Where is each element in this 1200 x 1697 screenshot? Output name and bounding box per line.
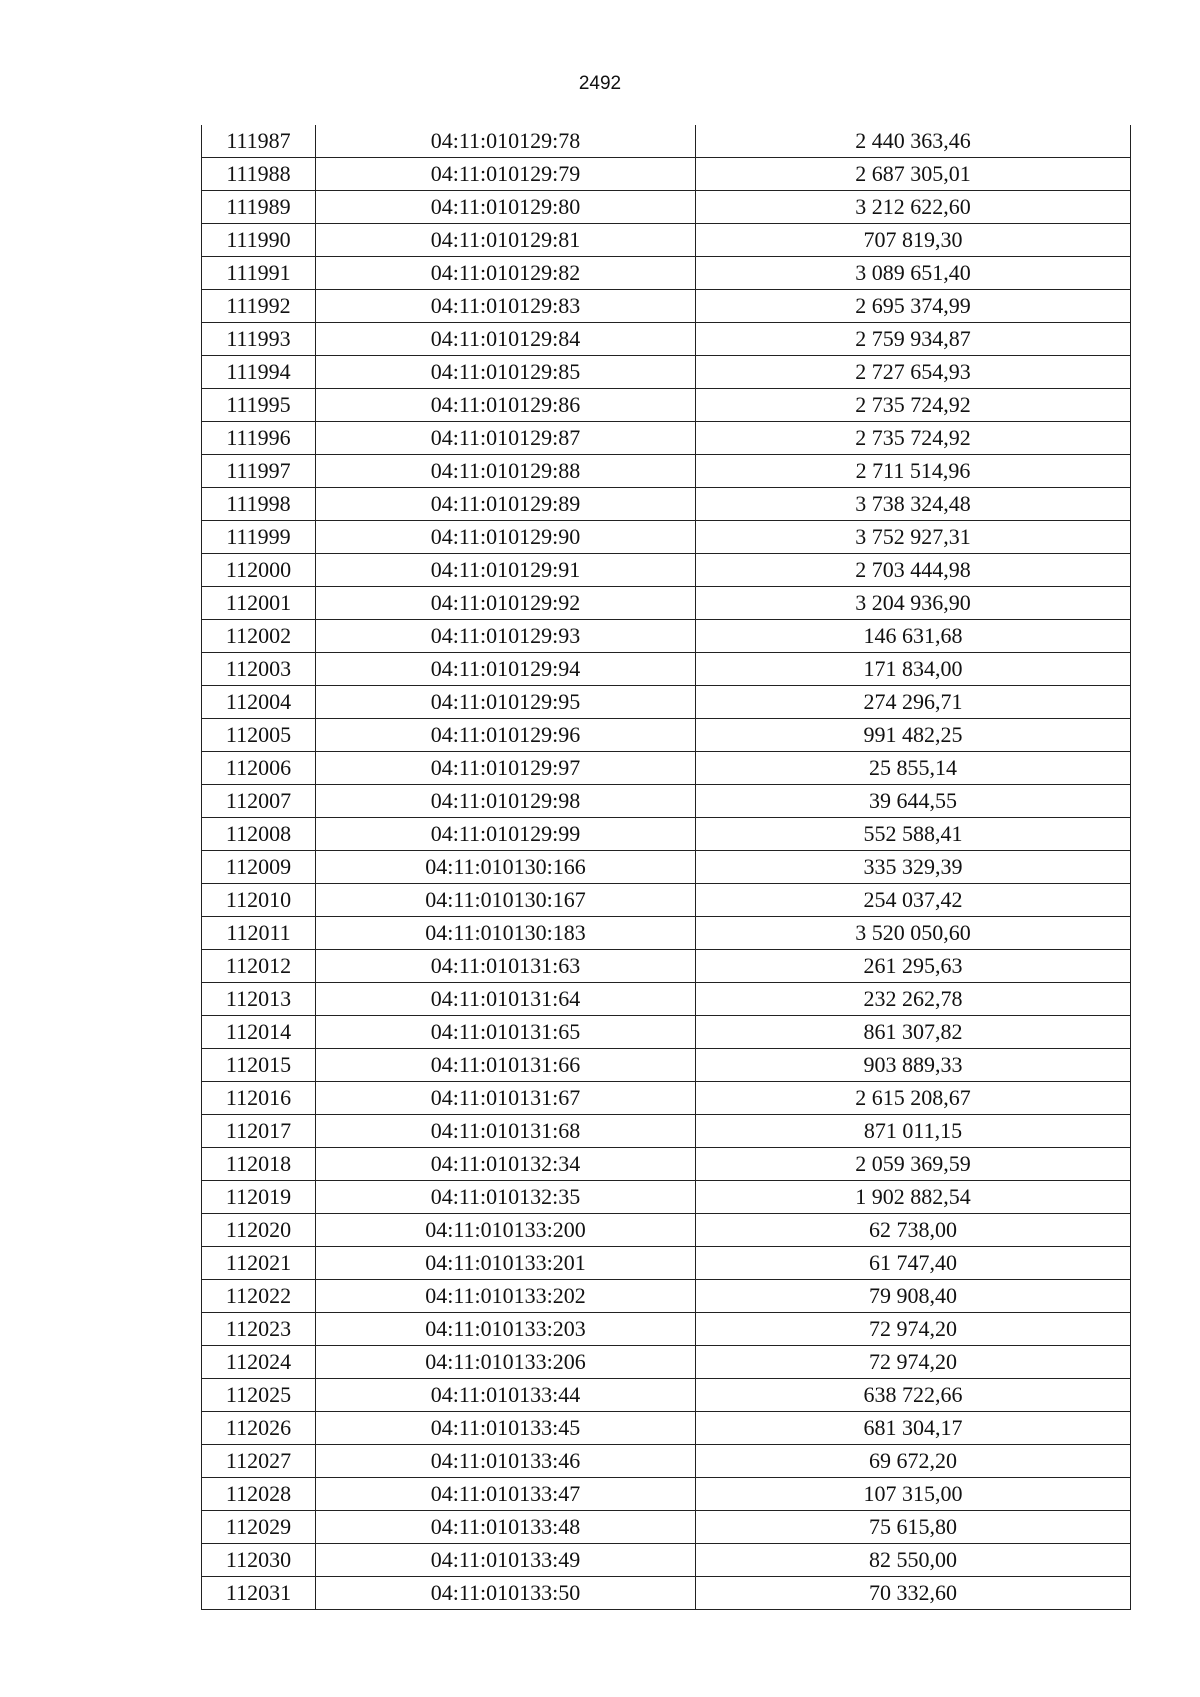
row-number-cell: 112022 bbox=[202, 1280, 316, 1313]
cadastral-number-cell: 04:11:010133:46 bbox=[316, 1445, 696, 1478]
table-row bbox=[202, 983, 1131, 1016]
table-row bbox=[202, 785, 1131, 818]
row-number-cell: 112015 bbox=[202, 1049, 316, 1082]
table-row bbox=[202, 422, 1131, 455]
row-number-cell: 112002 bbox=[202, 620, 316, 653]
value-cell: 3 212 622,60 bbox=[696, 191, 1131, 224]
value-cell: 261 295,63 bbox=[696, 950, 1131, 983]
value-cell: 75 615,80 bbox=[696, 1511, 1131, 1544]
cadastral-number-cell: 04:11:010133:49 bbox=[316, 1544, 696, 1577]
table-row bbox=[202, 950, 1131, 983]
cadastral-number-cell: 04:11:010131:67 bbox=[316, 1082, 696, 1115]
value-cell: 1 902 882,54 bbox=[696, 1181, 1131, 1214]
cadastral-number-cell: 04:11:010133:50 bbox=[316, 1577, 696, 1610]
table-row bbox=[202, 1346, 1131, 1379]
value-cell: 3 089 651,40 bbox=[696, 257, 1131, 290]
row-number-cell: 111987 bbox=[202, 125, 316, 158]
value-cell: 903 889,33 bbox=[696, 1049, 1131, 1082]
cadastral-number-cell: 04:11:010130:166 bbox=[316, 851, 696, 884]
cadastral-number-cell: 04:11:010133:44 bbox=[316, 1379, 696, 1412]
row-number-cell: 112026 bbox=[202, 1412, 316, 1445]
value-cell: 3 520 050,60 bbox=[696, 917, 1131, 950]
value-cell: 2 735 724,92 bbox=[696, 389, 1131, 422]
cadastral-number-cell: 04:11:010129:95 bbox=[316, 686, 696, 719]
value-cell: 335 329,39 bbox=[696, 851, 1131, 884]
value-cell: 2 440 363,46 bbox=[696, 125, 1131, 158]
value-cell: 254 037,42 bbox=[696, 884, 1131, 917]
row-number-cell: 112005 bbox=[202, 719, 316, 752]
table-row bbox=[202, 1181, 1131, 1214]
value-cell: 2 711 514,96 bbox=[696, 455, 1131, 488]
cadastral-number-cell: 04:11:010133:48 bbox=[316, 1511, 696, 1544]
table-row bbox=[202, 1379, 1131, 1412]
cadastral-number-cell: 04:11:010129:96 bbox=[316, 719, 696, 752]
row-number-cell: 112029 bbox=[202, 1511, 316, 1544]
value-cell: 861 307,82 bbox=[696, 1016, 1131, 1049]
table-row bbox=[202, 884, 1131, 917]
table-row bbox=[202, 455, 1131, 488]
cadastral-number-cell: 04:11:010131:63 bbox=[316, 950, 696, 983]
value-cell: 681 304,17 bbox=[696, 1412, 1131, 1445]
value-cell: 79 908,40 bbox=[696, 1280, 1131, 1313]
row-number-cell: 111996 bbox=[202, 422, 316, 455]
cadastral-number-cell: 04:11:010133:47 bbox=[316, 1478, 696, 1511]
row-number-cell: 112031 bbox=[202, 1577, 316, 1610]
table-row bbox=[202, 191, 1131, 224]
table-row bbox=[202, 1082, 1131, 1115]
table-row bbox=[202, 1478, 1131, 1511]
row-number-cell: 112019 bbox=[202, 1181, 316, 1214]
table-row bbox=[202, 818, 1131, 851]
row-number-cell: 112011 bbox=[202, 917, 316, 950]
value-cell: 69 672,20 bbox=[696, 1445, 1131, 1478]
table-row bbox=[202, 917, 1131, 950]
row-number-cell: 112030 bbox=[202, 1544, 316, 1577]
cadastral-number-cell: 04:11:010130:167 bbox=[316, 884, 696, 917]
value-cell: 871 011,15 bbox=[696, 1115, 1131, 1148]
row-number-cell: 112023 bbox=[202, 1313, 316, 1346]
cadastral-number-cell: 04:11:010130:183 bbox=[316, 917, 696, 950]
row-number-cell: 112010 bbox=[202, 884, 316, 917]
table-row bbox=[202, 1511, 1131, 1544]
row-number-cell: 112017 bbox=[202, 1115, 316, 1148]
cadastral-number-cell: 04:11:010129:93 bbox=[316, 620, 696, 653]
table-row bbox=[202, 752, 1131, 785]
table-row bbox=[202, 554, 1131, 587]
table-row bbox=[202, 587, 1131, 620]
cadastral-number-cell: 04:11:010133:201 bbox=[316, 1247, 696, 1280]
table-row bbox=[202, 851, 1131, 884]
row-number-cell: 112012 bbox=[202, 950, 316, 983]
table-row bbox=[202, 257, 1131, 290]
cadastral-number-cell: 04:11:010131:64 bbox=[316, 983, 696, 1016]
table-row bbox=[202, 158, 1131, 191]
row-number-cell: 112008 bbox=[202, 818, 316, 851]
row-number-cell: 112003 bbox=[202, 653, 316, 686]
row-number-cell: 112027 bbox=[202, 1445, 316, 1478]
row-number-cell: 112014 bbox=[202, 1016, 316, 1049]
cadastral-number-cell: 04:11:010129:87 bbox=[316, 422, 696, 455]
row-number-cell: 112016 bbox=[202, 1082, 316, 1115]
row-number-cell: 111990 bbox=[202, 224, 316, 257]
row-number-cell: 112001 bbox=[202, 587, 316, 620]
cadastral-number-cell: 04:11:010133:45 bbox=[316, 1412, 696, 1445]
row-number-cell: 112013 bbox=[202, 983, 316, 1016]
table-row bbox=[202, 1280, 1131, 1313]
value-cell: 638 722,66 bbox=[696, 1379, 1131, 1412]
value-cell: 2 059 369,59 bbox=[696, 1148, 1131, 1181]
cadastral-number-cell: 04:11:010133:200 bbox=[316, 1214, 696, 1247]
cadastral-number-cell: 04:11:010129:80 bbox=[316, 191, 696, 224]
table-row bbox=[202, 1577, 1131, 1610]
value-cell: 2 703 444,98 bbox=[696, 554, 1131, 587]
row-number-cell: 112028 bbox=[202, 1478, 316, 1511]
value-cell: 2 759 934,87 bbox=[696, 323, 1131, 356]
value-cell: 107 315,00 bbox=[696, 1478, 1131, 1511]
value-cell: 3 204 936,90 bbox=[696, 587, 1131, 620]
cadastral-number-cell: 04:11:010129:83 bbox=[316, 290, 696, 323]
row-number-cell: 111995 bbox=[202, 389, 316, 422]
cadastral-number-cell: 04:11:010129:91 bbox=[316, 554, 696, 587]
row-number-cell: 111991 bbox=[202, 257, 316, 290]
cadastral-number-cell: 04:11:010131:66 bbox=[316, 1049, 696, 1082]
row-number-cell: 112018 bbox=[202, 1148, 316, 1181]
cadastral-number-cell: 04:11:010132:34 bbox=[316, 1148, 696, 1181]
cadastral-number-cell: 04:11:010129:98 bbox=[316, 785, 696, 818]
data-table bbox=[201, 125, 1131, 1610]
cadastral-number-cell: 04:11:010129:97 bbox=[316, 752, 696, 785]
cadastral-number-cell: 04:11:010129:85 bbox=[316, 356, 696, 389]
value-cell: 25 855,14 bbox=[696, 752, 1131, 785]
value-cell: 82 550,00 bbox=[696, 1544, 1131, 1577]
row-number-cell: 111994 bbox=[202, 356, 316, 389]
row-number-cell: 111993 bbox=[202, 323, 316, 356]
row-number-cell: 112004 bbox=[202, 686, 316, 719]
cadastral-number-cell: 04:11:010129:94 bbox=[316, 653, 696, 686]
value-cell: 552 588,41 bbox=[696, 818, 1131, 851]
row-number-cell: 111997 bbox=[202, 455, 316, 488]
table-row bbox=[202, 620, 1131, 653]
cadastral-number-cell: 04:11:010131:65 bbox=[316, 1016, 696, 1049]
table-row bbox=[202, 1544, 1131, 1577]
value-cell: 2 727 654,93 bbox=[696, 356, 1131, 389]
value-cell: 61 747,40 bbox=[696, 1247, 1131, 1280]
value-cell: 3 738 324,48 bbox=[696, 488, 1131, 521]
cadastral-number-cell: 04:11:010131:68 bbox=[316, 1115, 696, 1148]
cadastral-number-cell: 04:11:010129:79 bbox=[316, 158, 696, 191]
table-row bbox=[202, 1313, 1131, 1346]
table-row bbox=[202, 125, 1131, 158]
table-row bbox=[202, 1445, 1131, 1478]
cadastral-number-cell: 04:11:010129:92 bbox=[316, 587, 696, 620]
table-row bbox=[202, 1412, 1131, 1445]
cadastral-number-cell: 04:11:010129:88 bbox=[316, 455, 696, 488]
cadastral-number-cell: 04:11:010129:89 bbox=[316, 488, 696, 521]
cadastral-number-cell: 04:11:010129:99 bbox=[316, 818, 696, 851]
table-row bbox=[202, 1016, 1131, 1049]
table-body bbox=[202, 125, 1131, 1610]
cadastral-number-cell: 04:11:010132:35 bbox=[316, 1181, 696, 1214]
value-cell: 991 482,25 bbox=[696, 719, 1131, 752]
cadastral-number-cell: 04:11:010129:81 bbox=[316, 224, 696, 257]
value-cell: 2 695 374,99 bbox=[696, 290, 1131, 323]
row-number-cell: 111989 bbox=[202, 191, 316, 224]
table-row bbox=[202, 1148, 1131, 1181]
row-number-cell: 112020 bbox=[202, 1214, 316, 1247]
value-cell: 232 262,78 bbox=[696, 983, 1131, 1016]
row-number-cell: 112000 bbox=[202, 554, 316, 587]
row-number-cell: 111992 bbox=[202, 290, 316, 323]
table-row bbox=[202, 719, 1131, 752]
table-row bbox=[202, 224, 1131, 257]
cadastral-number-cell: 04:11:010129:84 bbox=[316, 323, 696, 356]
row-number-cell: 112009 bbox=[202, 851, 316, 884]
table-row bbox=[202, 653, 1131, 686]
cadastral-number-cell: 04:11:010129:90 bbox=[316, 521, 696, 554]
table-row bbox=[202, 686, 1131, 719]
value-cell: 274 296,71 bbox=[696, 686, 1131, 719]
table-row bbox=[202, 1214, 1131, 1247]
cadastral-number-cell: 04:11:010133:206 bbox=[316, 1346, 696, 1379]
table-row bbox=[202, 488, 1131, 521]
table-row bbox=[202, 521, 1131, 554]
cadastral-number-cell: 04:11:010129:82 bbox=[316, 257, 696, 290]
row-number-cell: 111998 bbox=[202, 488, 316, 521]
row-number-cell: 112024 bbox=[202, 1346, 316, 1379]
table-row bbox=[202, 290, 1131, 323]
page-number: 2492 bbox=[578, 73, 622, 94]
value-cell: 62 738,00 bbox=[696, 1214, 1131, 1247]
cadastral-number-cell: 04:11:010133:203 bbox=[316, 1313, 696, 1346]
cadastral-number-cell: 04:11:010133:202 bbox=[316, 1280, 696, 1313]
value-cell: 3 752 927,31 bbox=[696, 521, 1131, 554]
row-number-cell: 112021 bbox=[202, 1247, 316, 1280]
value-cell: 707 819,30 bbox=[696, 224, 1131, 257]
row-number-cell: 112025 bbox=[202, 1379, 316, 1412]
table-row bbox=[202, 356, 1131, 389]
value-cell: 39 644,55 bbox=[696, 785, 1131, 818]
value-cell: 2 735 724,92 bbox=[696, 422, 1131, 455]
value-cell: 72 974,20 bbox=[696, 1346, 1131, 1379]
value-cell: 70 332,60 bbox=[696, 1577, 1131, 1610]
cadastral-number-cell: 04:11:010129:78 bbox=[316, 125, 696, 158]
table-row bbox=[202, 389, 1131, 422]
row-number-cell: 112007 bbox=[202, 785, 316, 818]
table-row bbox=[202, 1049, 1131, 1082]
row-number-cell: 111999 bbox=[202, 521, 316, 554]
value-cell: 72 974,20 bbox=[696, 1313, 1131, 1346]
value-cell: 2 615 208,67 bbox=[696, 1082, 1131, 1115]
row-number-cell: 112006 bbox=[202, 752, 316, 785]
cadastral-number-cell: 04:11:010129:86 bbox=[316, 389, 696, 422]
row-number-cell: 111988 bbox=[202, 158, 316, 191]
table-row bbox=[202, 323, 1131, 356]
table-row bbox=[202, 1115, 1131, 1148]
value-cell: 146 631,68 bbox=[696, 620, 1131, 653]
table-row bbox=[202, 1247, 1131, 1280]
value-cell: 2 687 305,01 bbox=[696, 158, 1131, 191]
value-cell: 171 834,00 bbox=[696, 653, 1131, 686]
